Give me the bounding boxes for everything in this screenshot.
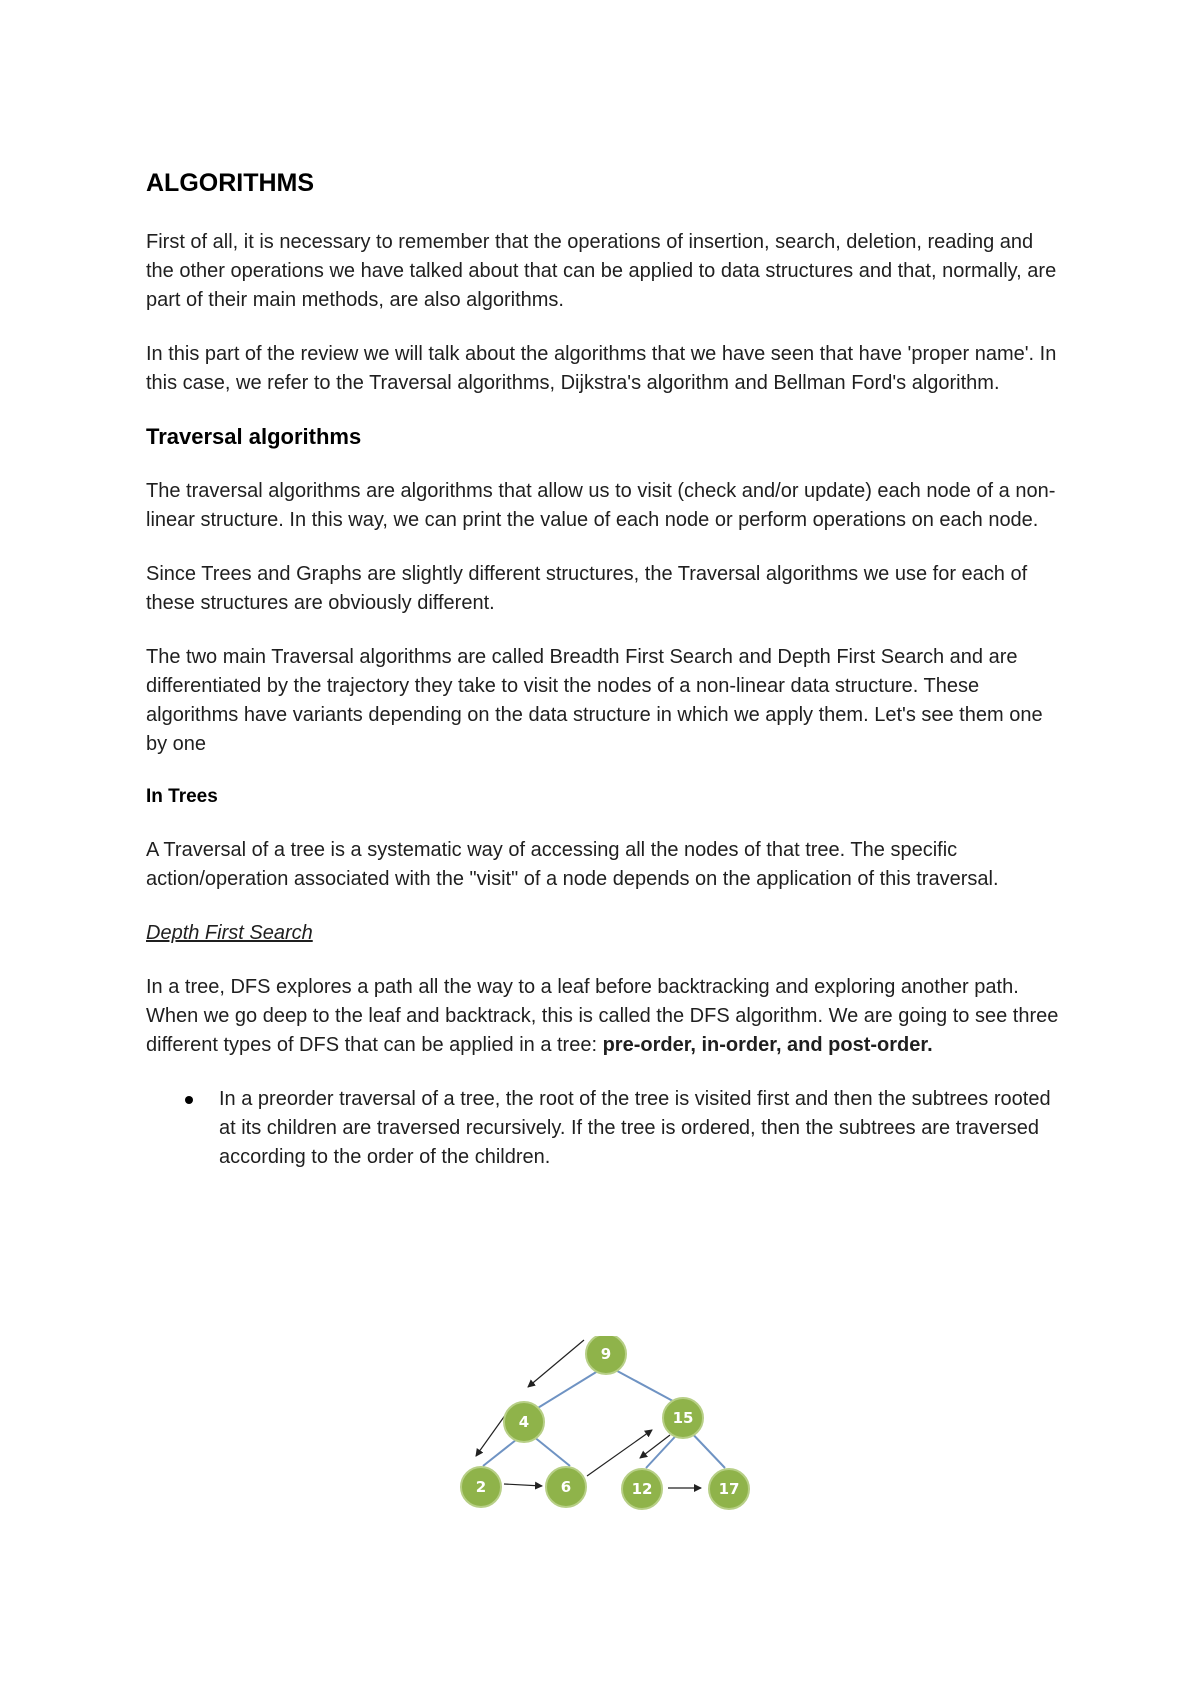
tree-node-15 [663,1398,703,1438]
tree-node-4 [504,1402,544,1442]
page-title: ALGORITHMS [146,169,315,197]
intro-paragraph-1: First of all, it is necessary to remember that the operations of insertion, search, deletion, reading and the other operations we have talked about that can be applied to data structures and that, normally, are part of their main methods, are also algorithms. [146,231,1057,311]
traversal-heading: Traversal algorithms [146,424,362,449]
tree-node-12 [622,1469,662,1509]
tree-node-6 [546,1467,586,1507]
svg-text:15: 15 [672,1409,694,1427]
traversal-arrow-to-2 [476,1414,506,1456]
bullet-icon [185,1096,193,1104]
dfs-paragraph [146,973,1066,1060]
tree-node-9 [586,1336,626,1374]
document-page [146,168,1066,1172]
intro-paragraph-2: In this part of the review we will talk about the algorithms that we have seen that have 'proper name'. In this case, we refer to the Traversal algorithms, Dijkstra's algorithm and Bellman Ford's algorithm. [146,343,1057,394]
svg-text:2: 2 [475,1478,487,1496]
dfs-orders-bold: pre-order, in-order, and post-order. [602,1034,933,1056]
svg-text:4: 4 [518,1413,530,1431]
tree-diagram [456,1336,758,1536]
svg-text:6: 6 [560,1478,572,1496]
traversal-arrow-to-6 [504,1484,542,1486]
svg-text:17: 17 [718,1480,740,1498]
trees-paragraph-1: A Traversal of a tree is a systematic way of accessing all the nodes of that tree. The specific action/operation associated with the "visit" of a node depends on the application of this traversal. [146,839,999,890]
bullet-list [146,1085,1066,1172]
list-item [146,1085,1066,1172]
tree-node-17 [709,1469,749,1509]
trees-heading: In Trees [146,786,218,807]
svg-text:9: 9 [600,1345,612,1363]
traversal-arrow-to-4 [528,1340,584,1387]
traversal-paragraph-2: Since Trees and Graphs are slightly different structures, the Traversal algorithms we use for each of these structures are obviously different. [146,563,1028,614]
tree-node-2 [461,1467,501,1507]
preorder-bullet-text: In a preorder traversal of a tree, the root of the tree is visited first and then the subtrees rooted at its children are traversed recursively. If the tree is ordered, then the subtrees are traversed according to the order of the children. [219,1088,1051,1168]
traversal-paragraph-3: The two main Traversal algorithms are called Breadth First Search and Depth First Search and are differentiated by the trajectory they take to visit the nodes of a non-linear data structure. These algorithms have variants depending on the data structure in which we apply them. Let's see them one by one [146,646,1043,755]
traversal-paragraph-1: The traversal algorithms are algorithms that allow us to visit (check and/or update) each node of a non-linear structure. In this way, we can print the value of each node or perform operations on each node. [146,480,1056,531]
dfs-paragraph-text: In a tree, DFS explores a path all the way to a leaf before backtracking and exploring another path. When we go deep to the leaf and backtrack, this is called the DFS algorithm. We are going to see three different types of DFS that can be applied in a tree: [146,976,1059,1056]
edge-9-4 [528,1366,606,1414]
svg-text:12: 12 [631,1480,653,1498]
dfs-subheading: Depth First Search [146,922,313,944]
